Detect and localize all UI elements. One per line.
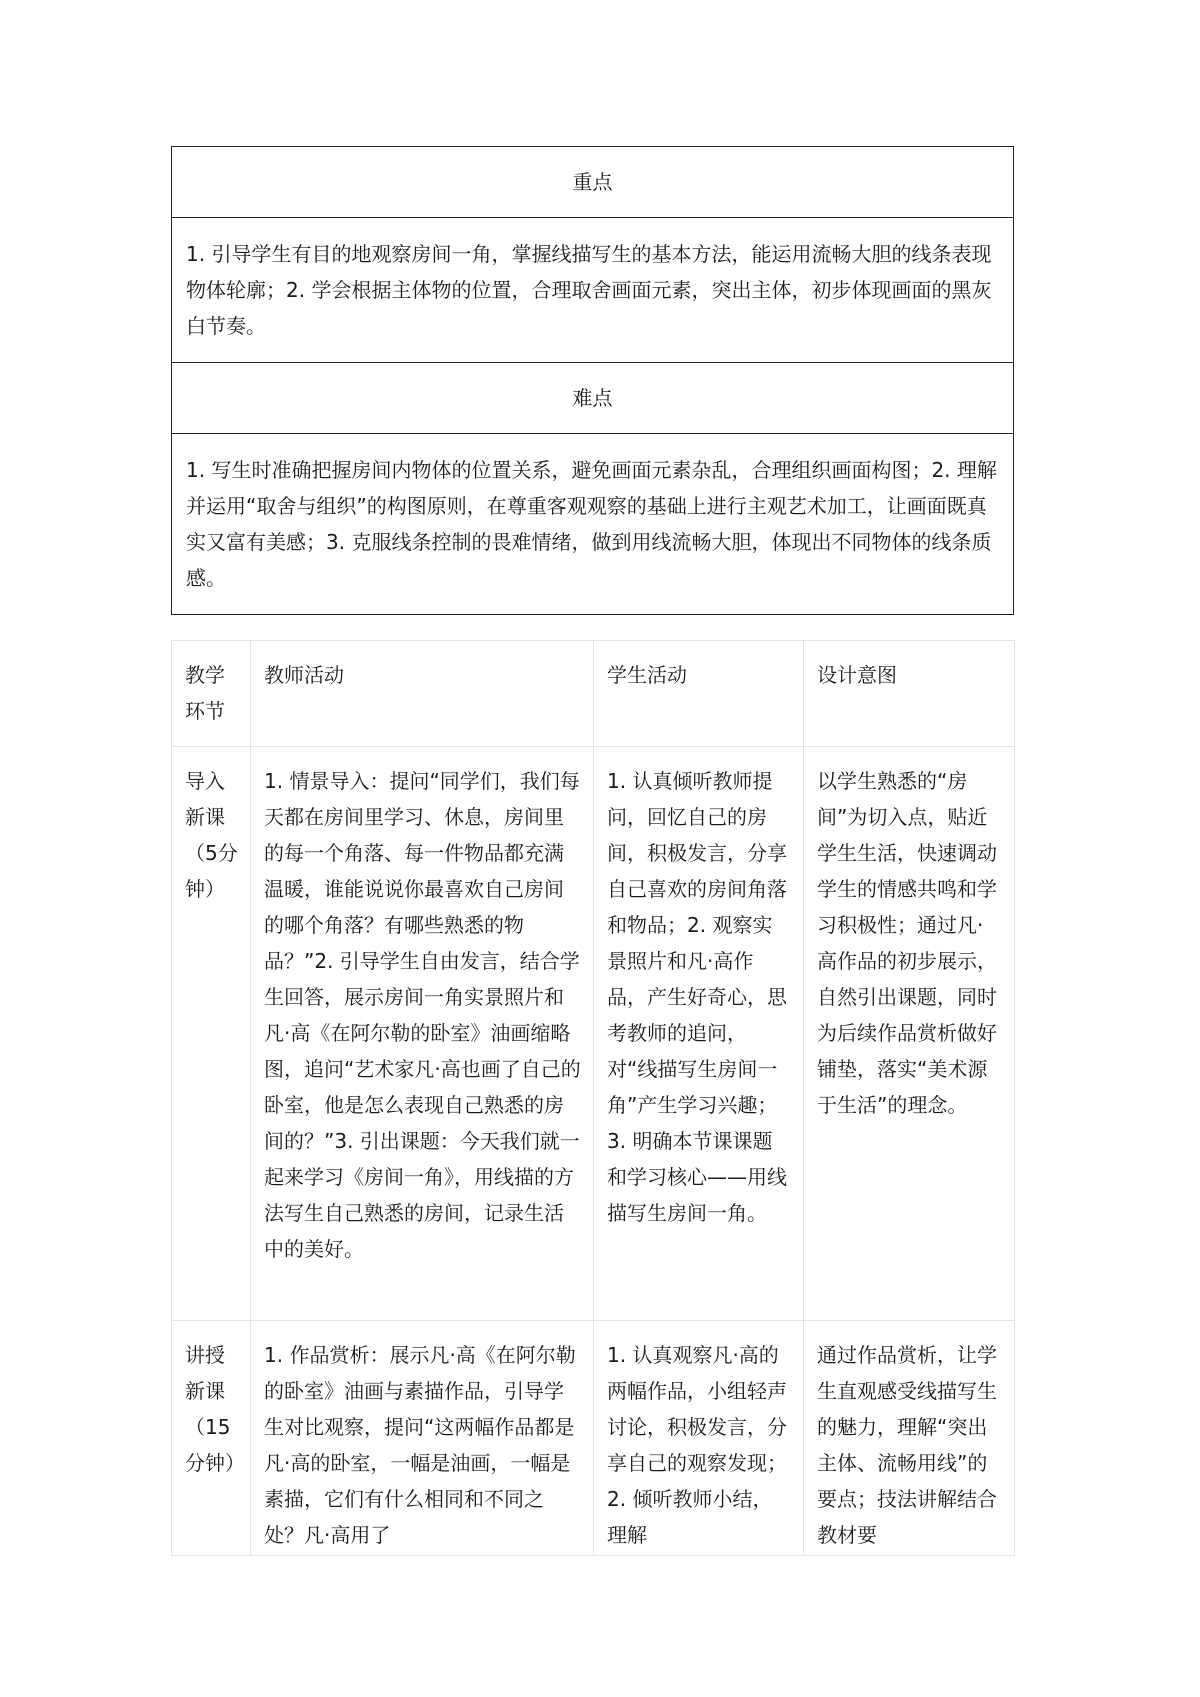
key-points-header: 重点 [172,147,1014,218]
teacher-activity-cell: 1. 情景导入：提问“同学们，我们每天都在房间里学习、休息，房间里的每一个角落、每一件物品都充满温暖，谁能说说你最喜欢自己房间的哪个角落？有哪些熟悉的物品？”2. 引导学生自由发言，结合学生回答，展示房间一角实景照片和凡·高《在阿尔勒的卧室》油画缩略图，追问“艺术家凡·高也画了自己的卧室，他是怎么表现自己熟悉的房间的？”3. 引出课题：今天我们就一起来学习《房间一角》，用线描的方法写生自己熟悉的房间，记录生活中的美好。 [251,747,594,1321]
teacher-activity-cell: 1. 作品赏析：展示凡·高《在阿尔勒的卧室》油画与素描作品，引导学生对比观察，提问“这两幅作品都是凡·高的卧室，一幅是油画，一幅是素描，它们有什么相同和不同之处？凡·高用了 [264,1343,576,1547]
teaching-process-table [171,640,1015,1556]
table-header-row [172,641,1015,747]
key-difficult-table [171,146,1014,615]
student-activity-cell: 1. 认真倾听教师提问，回忆自己的房间，积极发言，分享自己喜欢的房间角落和物品；2. 观察实景照片和凡·高作品，产生好奇心，思考教师的追问，对“线描写生房间一角”产生学习兴趣；3. 明确本节课课题和学习核心——用线描写生房间一角。 [594,747,804,1321]
header-student-activity: 学生活动 [594,641,804,747]
student-activity-cell: 1. 认真观察凡·高的两幅作品，小组轻声讨论，积极发言，分享自己的观察发现；2. 倾听教师小结，理解 [607,1343,787,1547]
design-intent-cell: 以学生熟悉的“房间”为切入点，贴近学生生活，快速调动学生的情感共鸣和学习积极性；通过凡·高作品的初步展示，自然引出课题，同时为后续作品赏析做好铺垫，落实“美术源于生活”的理念。 [804,747,1015,1321]
difficult-points-content: 1. 写生时准确把握房间内物体的位置关系，避免画面元素杂乱，合理组织画面构图；2. 理解并运用“取舍与组织”的构图原则，在尊重客观观察的基础上进行主观艺术加工，让画面既真实又富有美感；3. 克服线条控制的畏难情绪，做到用线流畅大胆，体现出不同物体的线条质感。 [172,434,1014,615]
header-design-intent: 设计意图 [804,641,1015,747]
header-stage: 教学环节 [172,641,251,747]
design-intent-cell: 通过作品赏析，让学生直观感受线描写生的魅力，理解“突出主体、流畅用线”的要点；技法讲解结合教材要 [817,1343,997,1547]
difficult-points-header: 难点 [172,363,1014,434]
stage-cell: 导入新课（5分钟） [172,747,251,1321]
header-teacher-activity: 教师活动 [251,641,594,747]
table-row [172,1321,1015,1556]
table-row [172,747,1015,1321]
stage-cell: 讲授新课（15分钟） [185,1343,245,1475]
key-points-content: 1. 引导学生有目的地观察房间一角，掌握线描写生的基本方法，能运用流畅大胆的线条表现物体轮廓；2. 学会根据主体物的位置，合理取舍画面元素，突出主体，初步体现画面的黑灰白节奏。 [172,218,1014,363]
